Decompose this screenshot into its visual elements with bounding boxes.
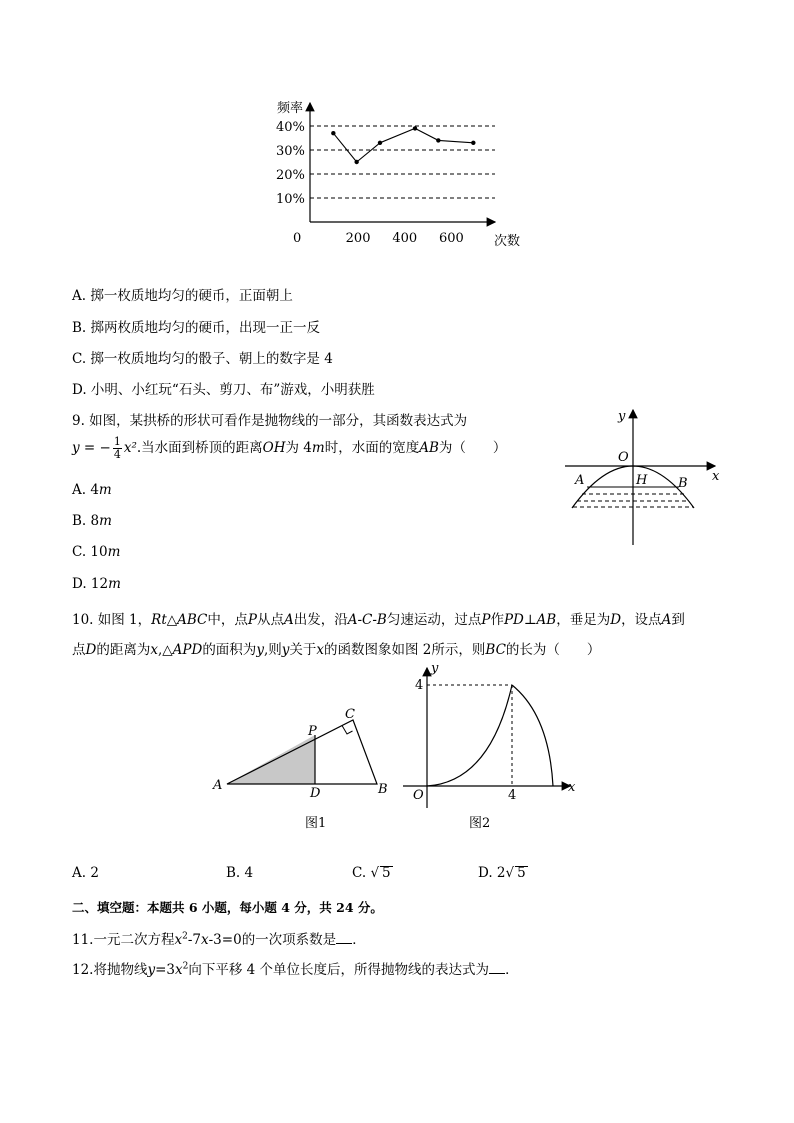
q10-fig2-caption: 图2 [469, 816, 491, 831]
q10-label-A: A [213, 778, 223, 793]
q10-label-P: P [308, 724, 317, 739]
q10-label-D: D [310, 786, 321, 801]
q11-answer-blank[interactable] [336, 931, 352, 944]
q10-figure-1 [205, 700, 400, 835]
q9-text-d: 为（ ） [438, 440, 507, 456]
q10-label-C: C [345, 707, 355, 722]
q11-text: 11.一元二次方程$x^2-7x-3=0$的一次项系数是 ． [72, 931, 366, 948]
q9-option-b: B. 8m [72, 513, 112, 529]
q9-label-H: H [636, 473, 648, 488]
q12-text: 12.将抛物线$y=3x^2$向下平移 4 个单位长度后，所得抛物线的表达式为 ． [72, 961, 519, 978]
q10-option-d: D. 2√ 5 [478, 865, 526, 881]
q10-label-B: B [378, 782, 388, 797]
chart-data-point [471, 141, 475, 145]
q9-AB: AB [419, 440, 439, 456]
q10-option-b: B. 4 [226, 865, 254, 881]
q9-fraction [113, 436, 122, 461]
arch-bridge-figure [560, 405, 735, 550]
chart-data-point [331, 131, 335, 135]
q9-x2: x² [123, 440, 137, 456]
q9-text-b: 为 4 [285, 440, 312, 456]
chart-data-point [378, 141, 382, 145]
q9-label-x: x [712, 469, 720, 484]
chart-y-tick-label: 30% [276, 144, 305, 159]
q9-OH: OH [262, 440, 286, 456]
q8-option-b: B. 掷两枚质地均匀的硬币，出现一正一反 [72, 320, 321, 336]
q10-figure-2 [395, 660, 585, 835]
chart-x-tick-label: 200 [345, 231, 371, 246]
chart-x-tick-label: 600 [439, 231, 464, 246]
q10-right-angle-mark [342, 726, 353, 735]
q10-fig2-label-O: O [413, 788, 424, 803]
chart-x-tick-label: 400 [392, 231, 418, 246]
q8-option-c: C. 掷一枚质地均匀的骰子、朝上的数字是 4 [72, 351, 333, 367]
q9-label-B: B [678, 476, 688, 491]
q9-option-a: A. 4m [72, 482, 112, 498]
q10-fig2-label-4x: 4 [508, 788, 517, 803]
q10-fig1-caption: 图1 [305, 816, 327, 831]
q10-option-a: A. 2 [72, 865, 99, 881]
q10-option-c: C. √ 5 [352, 865, 391, 881]
q9-m: m [311, 440, 325, 456]
q9-y-eq: y = − [72, 440, 111, 456]
chart-origin-label: 0 [293, 231, 302, 246]
q8-option-a: A. 掷一枚质地均匀的硬币，正面朝上 [72, 288, 293, 304]
q10-optd-radicand: 5 [517, 865, 526, 881]
chart-series-line [333, 128, 473, 162]
q9-stem-line1: 9. 如图，某拱桥的形状可看作是抛物线的一部分，其函数表达式为 [72, 413, 468, 429]
q9-text-c: 时，水面的宽度 [324, 440, 420, 456]
q10-optc-radicand: 5 [382, 865, 391, 881]
q10-fig2-label-4y: 4 [415, 678, 424, 693]
frequency-chart [276, 95, 530, 255]
q10-stem-line2: 点D的距离为x,△APD的面积为y,则y关于x的函数图象如图 2所示，则BC的长为（ ） [72, 642, 601, 658]
q9-text-a: .当水面到桥顶的距离 [136, 440, 263, 456]
q10-fig2-label-x: x [568, 780, 576, 795]
q9-frac-num: 1 [113, 435, 121, 448]
q9-label-O: O [618, 450, 629, 465]
q10-stem-line1: 10. 如图 1，Rt△ABC中，点P从点A出发，沿A-C-B匀速运动，过点P作PD⊥AB，垂足为D，设点A到 [72, 612, 685, 628]
section-2-title: 二、填空题：本题共 6 小题，每小题 4 分，共 24 分。 [72, 900, 383, 915]
chart-y-tick-label: 40% [276, 120, 305, 135]
q9-stem-line2 [72, 436, 506, 461]
q10-fig2-label-y: y [431, 661, 439, 676]
chart-y-label: 频率 [277, 101, 304, 116]
q9-option-d: D. 12m [72, 576, 121, 592]
q9-label-y: y [618, 409, 626, 424]
chart-x-label: 次数 [494, 234, 521, 249]
q10-fig2-curve-fall [512, 685, 553, 786]
q9-option-c: C. 10m [72, 544, 121, 560]
chart-y-tick-label: 10% [276, 192, 305, 207]
chart-y-tick-label: 20% [276, 168, 305, 183]
q9-frac-den: 4 [113, 448, 121, 461]
chart-data-point [436, 138, 440, 142]
q12-answer-blank[interactable] [489, 961, 505, 974]
q8-option-d: D. 小明、小红玩“石头、剪刀、布”游戏，小明获胜 [72, 382, 375, 398]
chart-data-point [413, 126, 417, 130]
q9-label-A: A [575, 473, 585, 488]
chart-data-point [354, 160, 358, 164]
q10-fig2-curve-rise [427, 685, 512, 786]
